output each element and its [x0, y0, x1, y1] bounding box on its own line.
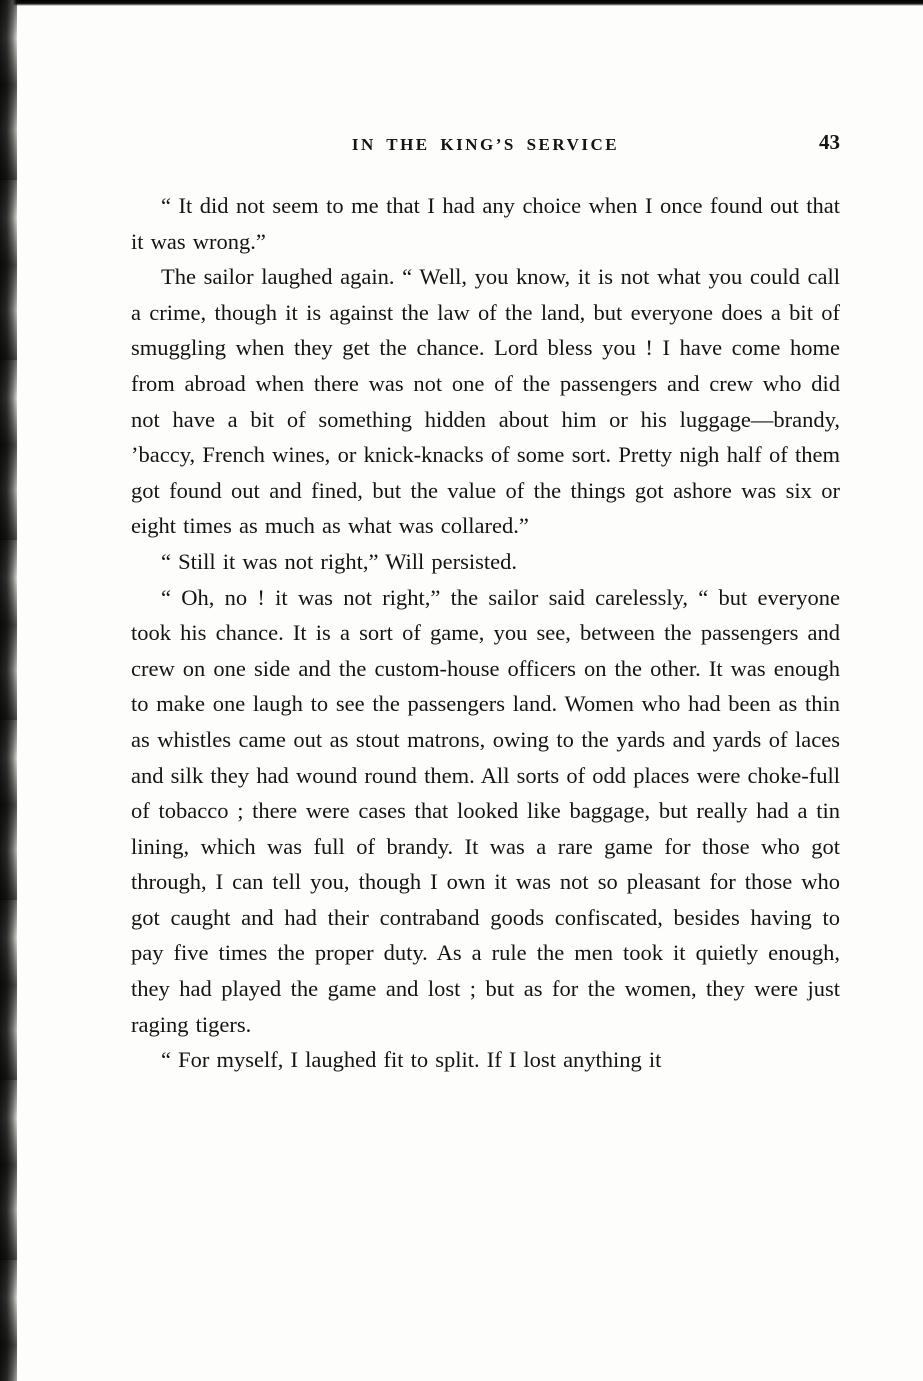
paragraph: “ It did not seem to me that I had any choice when I once found out that it was wrong.” [131, 193, 840, 254]
page-header [131, 130, 840, 160]
scan-top-edge [0, 0, 923, 6]
binding-shadow [0, 0, 17, 1381]
page-number: 43 [819, 130, 840, 154]
paragraph: “ For myself, I laughed fit to split. If I lost anything it [161, 1047, 662, 1073]
running-title: IN THE KING’S SERVICE [351, 135, 620, 154]
paragraph: The sailor laughed again. “ Well, you know, it is not what you could call a crime, though it is against the law of the land, but everyone does a bit of smuggling when they get the chance. Lord bless you ! I have come home from abroad when there was not one of the passengers and crew who did not have a bit of something hidden about him or his luggage—brandy, ’baccy, French wines, or knick-knacks of some sort. Pretty nigh half of them got found out and fined, but the value of the things got ashore was six or eight times as much as what was collared.” [131, 264, 840, 539]
page-content [131, 130, 840, 1078]
body-text [131, 188, 840, 1078]
paragraph: “ Oh, no ! it was not right,” the sailor said carelessly, “ but everyone took his chance. It is a sort of game, you see, between the passengers and crew on one side and the custom-house officers on the other. It was enough to make one laugh to see the passengers land. Women who had been as thin as whistles came out as stout matrons, owing to the yards and yards of laces and silk they had wound round them. All sorts of odd places were choke-full of tobacco ; there were cases that looked like baggage, but really had a tin lining, which was full of brandy. It was a rare game for those who got through, I can tell you, though I own it was not so pleasant for those who got caught and had their contraband goods confiscated, besides having to pay five times the proper duty. As a rule the men took it quietly enough, they had played the game and lost ; but as for the women, they were just raging tigers. [131, 584, 840, 1037]
paragraph: “ Still it was not right,” Will persisted. [161, 548, 518, 574]
